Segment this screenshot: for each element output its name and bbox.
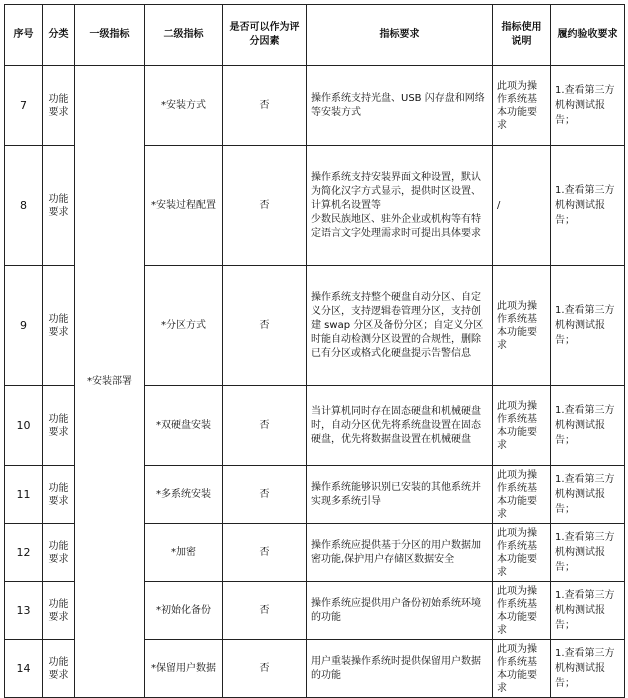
row-no: 14 xyxy=(5,640,43,698)
header-acceptance: 履约验收要求 xyxy=(551,5,625,66)
row-scoring: 否 xyxy=(223,524,307,582)
row-requirement: 操作系统支持安装界面文种设置，默认为简化汉字方式显示，提供时区设置、计算机名设置等 少数民族地区、驻外企业或机构等有特定语言文字处理需求时可提出具体要求 xyxy=(307,146,493,266)
row-usage: 此项为操作系统基本功能要求 xyxy=(493,640,551,698)
row-acceptance: 1.查看第三方机构测试报告； xyxy=(551,582,625,640)
row-level2: *安装过程配置 xyxy=(145,146,223,266)
header-no: 序号 xyxy=(5,5,43,66)
header-category: 分类 xyxy=(43,5,75,66)
table-row xyxy=(5,66,625,146)
header-level2: 二级指标 xyxy=(145,5,223,66)
row-requirement: 当计算机同时存在固态硬盘和机械硬盘时，自动分区优先将系统盘设置在固态硬盘，优先将数据盘设置在机械硬盘 xyxy=(307,386,493,466)
row-no: 13 xyxy=(5,582,43,640)
indicator-table xyxy=(4,4,625,698)
row-level2: *分区方式 xyxy=(145,266,223,386)
row-acceptance: 1.查看第三方机构测试报告； xyxy=(551,386,625,466)
row-usage: 此项为操作系统基本功能要求 xyxy=(493,524,551,582)
row-requirement: 用户重装操作系统时提供保留用户数据的功能 xyxy=(307,640,493,698)
row-category: 功能要求 xyxy=(43,640,75,698)
header-row xyxy=(5,5,625,66)
row-category: 功能要求 xyxy=(43,524,75,582)
row-no: 9 xyxy=(5,266,43,386)
header-usage: 指标使用说明 xyxy=(493,5,551,66)
row-requirement: 操作系统支持整个硬盘自动分区、自定义分区，支持逻辑卷管理分区，支持创建 swap 分区及备份分区；自定义分区时能自动检测分区设置的合规性，删除已有分区或格式化硬盘提示告警信息 xyxy=(307,266,493,386)
row-requirement: 操作系统应提供基于分区的用户数据加密功能,保护用户存储区数据安全 xyxy=(307,524,493,582)
row-usage: 此项为操作系统基本功能要求 xyxy=(493,386,551,466)
row-category: 功能要求 xyxy=(43,66,75,146)
row-level2: *加密 xyxy=(145,524,223,582)
header-level1: 一级指标 xyxy=(75,5,145,66)
row-scoring: 否 xyxy=(223,466,307,524)
row-acceptance: 1.查看第三方机构测试报告； xyxy=(551,146,625,266)
row-level2: *保留用户数据 xyxy=(145,640,223,698)
row-level2: *双硬盘安装 xyxy=(145,386,223,466)
row-category: 功能要求 xyxy=(43,266,75,386)
row-usage: 此项为操作系统基本功能要求 xyxy=(493,466,551,524)
row-scoring: 否 xyxy=(223,146,307,266)
row-scoring: 否 xyxy=(223,582,307,640)
row-requirement: 操作系统能够识别已安装的其他系统并实现多系统引导 xyxy=(307,466,493,524)
row-level2: *初始化备份 xyxy=(145,582,223,640)
row-category: 功能要求 xyxy=(43,146,75,266)
row-category: 功能要求 xyxy=(43,466,75,524)
row-no: 7 xyxy=(5,66,43,146)
level1-merged: *安装部署 xyxy=(75,66,145,698)
row-usage: 此项为操作系统基本功能要求 xyxy=(493,66,551,146)
row-category: 功能要求 xyxy=(43,386,75,466)
row-level2: *多系统安装 xyxy=(145,466,223,524)
row-no: 12 xyxy=(5,524,43,582)
header-requirement: 指标要求 xyxy=(307,5,493,66)
row-acceptance: 1.查看第三方机构测试报告； xyxy=(551,524,625,582)
row-scoring: 否 xyxy=(223,66,307,146)
row-scoring: 否 xyxy=(223,266,307,386)
row-scoring: 否 xyxy=(223,386,307,466)
row-acceptance: 1.查看第三方机构测试报告； xyxy=(551,66,625,146)
row-requirement: 操作系统应提供用户备份初始系统环境的功能 xyxy=(307,582,493,640)
row-acceptance: 1.查看第三方机构测试报告； xyxy=(551,266,625,386)
row-usage: / xyxy=(493,146,551,266)
row-no: 8 xyxy=(5,146,43,266)
row-acceptance: 1.查看第三方机构测试报告； xyxy=(551,466,625,524)
row-no: 10 xyxy=(5,386,43,466)
row-category: 功能要求 xyxy=(43,582,75,640)
row-level2: *安装方式 xyxy=(145,66,223,146)
row-scoring: 否 xyxy=(223,640,307,698)
header-scoring: 是否可以作为评分因素 xyxy=(223,5,307,66)
row-usage: 此项为操作系统基本功能要求 xyxy=(493,266,551,386)
row-requirement: 操作系统支持光盘、USB 闪存盘和网络等安装方式 xyxy=(307,66,493,146)
row-usage: 此项为操作系统基本功能要求 xyxy=(493,582,551,640)
row-no: 11 xyxy=(5,466,43,524)
row-acceptance: 1.查看第三方机构测试报告； xyxy=(551,640,625,698)
